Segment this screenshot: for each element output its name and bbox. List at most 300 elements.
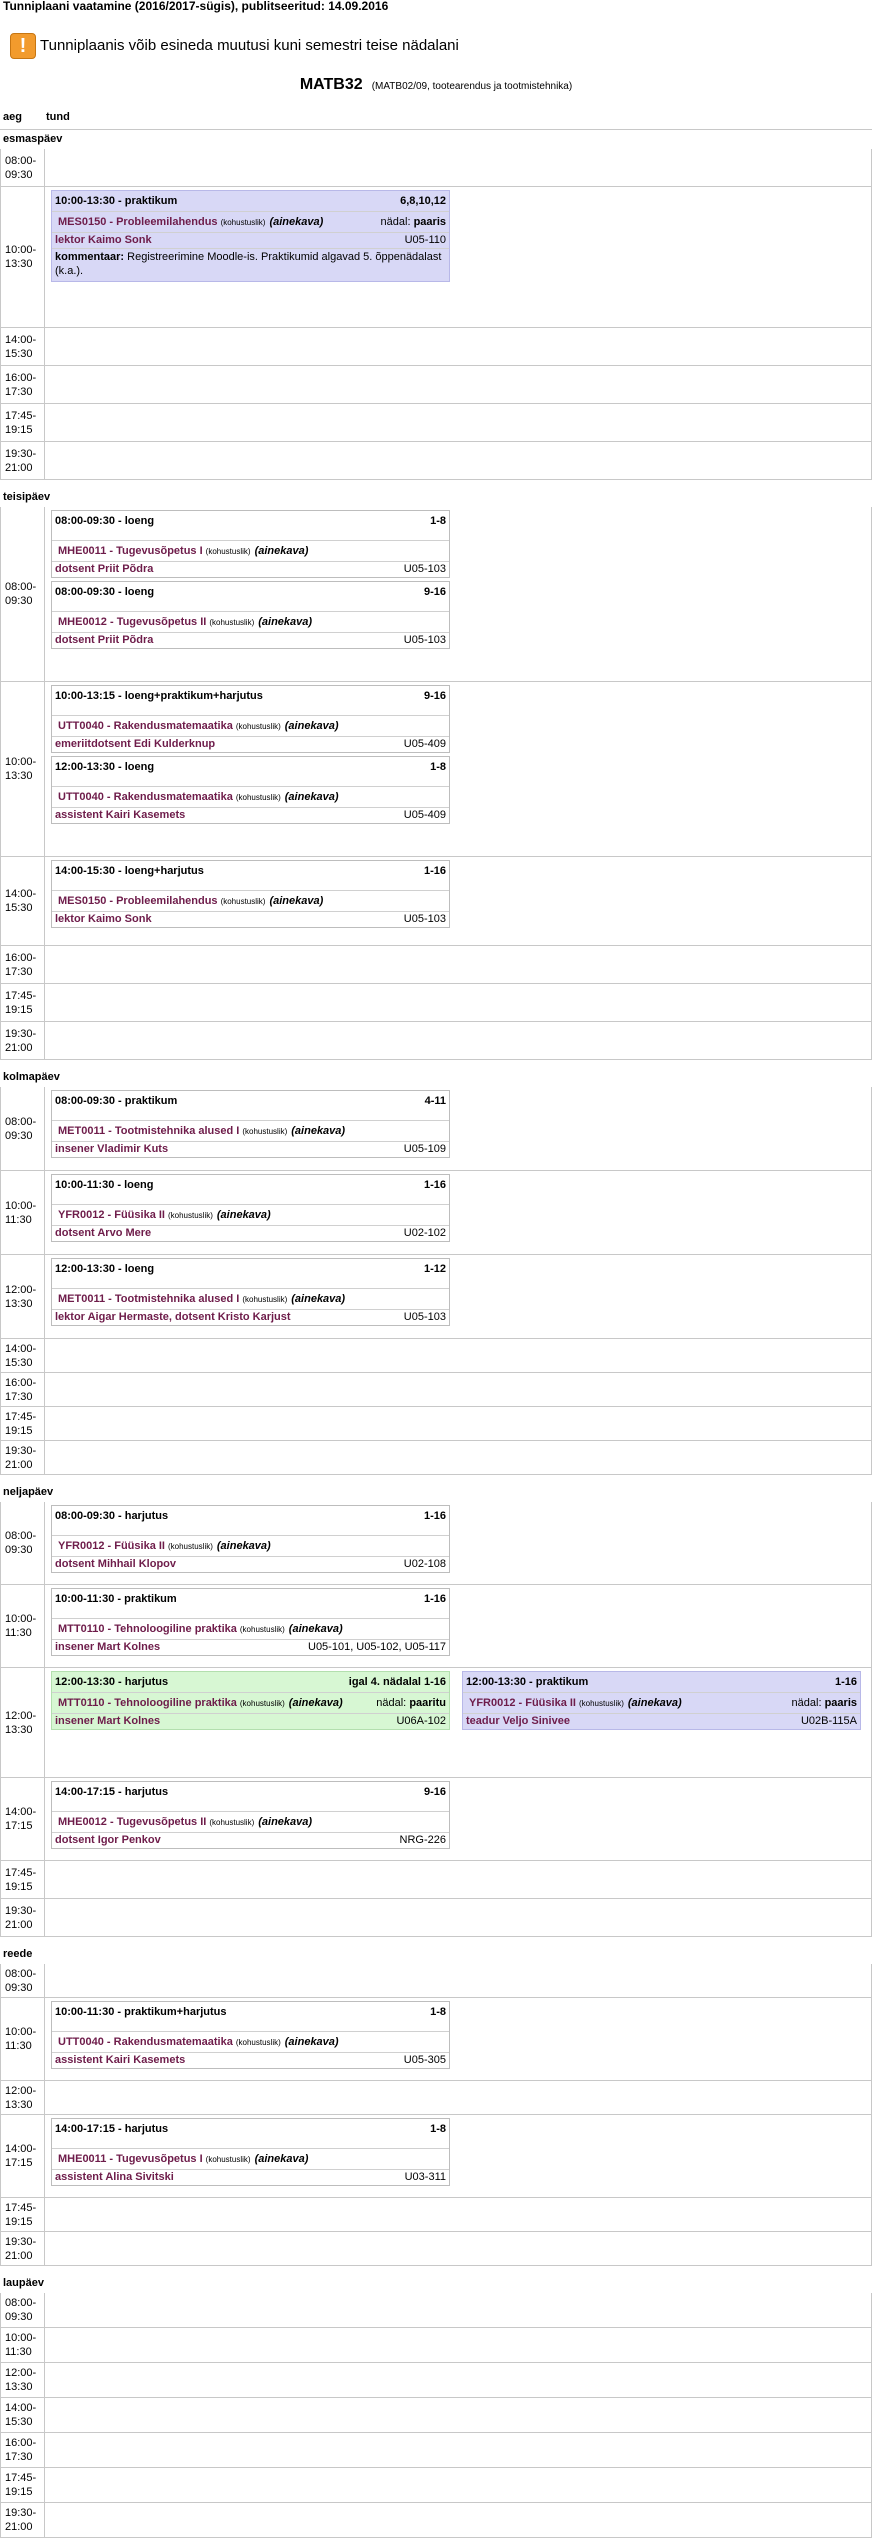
lesson-time-type [55,582,154,602]
room-label: NRG-226 [399,1834,446,1846]
ainekava-link[interactable]: (ainekava) [284,791,339,803]
course-compulsory: (kohustuslik) [209,1818,255,1827]
time-slot [0,946,872,984]
slot-body [45,2198,871,2231]
slot-time: 08:00-09:30 [1,149,45,186]
day-name: laupäev [3,2277,44,2289]
lesson-type: praktikum [124,1095,178,1107]
lesson-course [52,540,449,561]
lesson-card[interactable] [51,756,450,824]
course-info [58,1815,312,1830]
lesson-header [52,582,449,602]
lesson-time-type [55,191,177,211]
ainekava-link[interactable]: (ainekava) [288,1697,343,1709]
week-parity [792,1696,857,1710]
room-label: U05-101, U05-102, U05-117 [308,1641,446,1653]
room-label: U02B-115A [800,1715,857,1727]
room-label: U05-103 [403,634,446,646]
time-slot [0,2398,872,2433]
ainekava-link[interactable]: (ainekava) [269,216,324,228]
day-block [0,1068,872,1483]
course-info [58,615,312,630]
lesson-header [52,861,449,881]
slot-time: 16:00-17:30 [1,1373,45,1406]
time-slot [0,2468,872,2503]
course-info [58,894,323,909]
slot-body [45,1861,871,1898]
slot-time: 14:00-15:30 [1,2398,45,2432]
slot-time: 19:30-21:00 [1,1899,45,1936]
slot-body [45,1899,871,1936]
lesson-time-type [466,1672,588,1692]
lesson-header [463,1672,860,1692]
course-compulsory: (kohustuslik) [235,793,281,802]
slot-body [45,1441,871,1474]
room-label: U05-409 [403,738,446,750]
slot-body [45,1778,871,1860]
day-spacer [0,2266,872,2274]
room-label: U05-103 [403,563,446,575]
course-compulsory: (kohustuslik) [220,897,266,906]
course-info [58,1539,271,1554]
week-parity-label: nädal: [376,1697,407,1709]
day-name: neljapäev [3,1486,54,1498]
room-label: U03-311 [404,2171,446,2183]
ainekava-link[interactable]: (ainekava) [288,1623,343,1635]
course-link[interactable]: MHE0012 - Tugevusõpetus II [58,616,207,628]
week-parity-label: nädal: [380,216,411,228]
lesson-weeks: 9-16 [423,690,446,702]
lesson-card[interactable] [51,190,450,282]
day-name: teisipäev [3,491,51,503]
lesson-course [52,786,449,807]
slot-time: 08:00-09:30 [1,2293,45,2327]
time-slot [0,1964,872,1998]
lesson-course [52,1618,449,1639]
lesson-card[interactable] [51,1781,450,1849]
teacher-link[interactable]: insener Vladimir Kuts [55,1143,169,1155]
teacher-link[interactable]: lektor Aigar Hermaste, dotsent Kristo Karjust [55,1311,291,1323]
lesson-card[interactable] [51,1505,450,1573]
lesson-course [52,1120,449,1141]
lesson-weeks: 1-8 [430,761,446,773]
group-header [0,66,872,110]
slot-time: 14:00-17:15 [1,1778,45,1860]
room-label: U05-103 [403,913,446,925]
day-block [0,2274,872,2546]
lesson-teacher-row [52,2052,449,2068]
lesson-course [52,1204,449,1225]
lesson-course [52,2148,449,2169]
slot-body [45,2293,871,2327]
lesson-header [52,1091,449,1111]
lesson-header [52,191,449,211]
slot-body [45,1255,871,1338]
slot-time: 14:00-15:30 [1,1339,45,1372]
slot-time: 08:00-09:30 [1,1087,45,1170]
ainekava-link[interactable]: (ainekava) [258,1816,313,1828]
lesson-weeks: 1-16 [834,1676,857,1688]
warning-text: Tunniplaanis võib esineda muutusi kuni semestri teise nädalani [40,37,459,54]
lesson-time-type [55,1091,177,1111]
course-link[interactable]: YFR0012 - Füüsika II [58,1209,165,1221]
lesson-teacher-row [52,561,449,577]
lesson-type: loeng [124,761,155,773]
slot-time: 12:00-13:30 [1,1668,45,1777]
teacher-link[interactable]: insener Mart Kolnes [55,1715,161,1727]
lesson-teacher-row [52,2169,449,2185]
separator: - [114,690,125,702]
slot-body [45,2328,871,2362]
slot-time: 10:00-11:30 [1,1585,45,1667]
lesson-teacher-row [52,807,449,823]
time-slot [0,2198,872,2232]
slot-time: 08:00-09:30 [1,1502,45,1584]
lesson-time: 12:00-13:30 [55,1676,115,1688]
lesson-weeks: 1-16 [423,1179,446,1191]
lesson-course [52,1535,449,1556]
slot-body [45,2081,871,2114]
separator: - [114,586,125,598]
ainekava-link[interactable]: (ainekava) [216,1540,271,1552]
lesson-time: 10:00-13:15 [55,690,115,702]
day-name: reede [3,1948,33,1960]
slot-body [45,1407,871,1440]
time-slot [0,1778,872,1861]
course-compulsory: (kohustuslik) [239,1699,285,1708]
course-link[interactable]: MTT0110 - Tehnoloogiline praktika [58,1697,237,1709]
course-link[interactable]: MHE0011 - Tugevusõpetus I [58,545,203,557]
time-slot [0,2503,872,2538]
lesson-time-type [55,757,154,777]
slot-body [45,1087,871,1170]
lesson-type: harjutus [124,2123,169,2135]
slot-body [45,946,871,983]
lesson-weeks: 1-8 [430,2123,446,2135]
teacher-link[interactable]: assistent Alina Sivitski [55,2171,174,2183]
separator: - [114,1263,125,1275]
lesson-time-type [55,1782,168,1802]
lesson-type: praktikum+harjutus [124,2006,227,2018]
separator: - [114,865,125,877]
ainekava-link[interactable]: (ainekava) [284,720,339,732]
slot-time: 10:00-11:30 [1,1171,45,1254]
teacher-link[interactable]: dotsent Mihhail Klopov [55,1558,176,1570]
group-title [0,76,872,94]
slot-time: 10:00-11:30 [1,2328,45,2362]
lesson-header [52,2119,449,2139]
time-slot [0,2433,872,2468]
teacher-link[interactable]: dotsent Arvo Mere [55,1227,152,1239]
slot-time: 16:00-17:30 [1,366,45,403]
slot-body [45,1998,871,2080]
slot-body [45,507,871,681]
event-row [45,510,871,578]
slot-body [45,1585,871,1667]
lesson-time: 10:00-11:30 [55,1593,115,1605]
day-spacer [0,1937,872,1945]
day-block [0,1483,872,1945]
teacher-link[interactable]: teadur Veljo Sinivee [466,1715,570,1727]
course-link[interactable]: MET0011 - Tootmistehnika alused I [58,1125,240,1137]
time-slot [0,1668,872,1778]
lesson-teacher-row [52,1639,449,1655]
lesson-time: 10:00-13:30 [55,195,115,207]
ainekava-link[interactable]: (ainekava) [291,1293,346,1305]
course-compulsory: (kohustuslik) [242,1127,288,1136]
lesson-weeks: 9-16 [423,1786,446,1798]
course-info [58,1622,343,1637]
event-row [45,1174,871,1242]
course-compulsory: (kohustuslik) [205,2155,251,2164]
lesson-time: 12:00-13:30 [466,1676,526,1688]
slot-time: 10:00-11:30 [1,1998,45,2080]
course-info [58,215,323,230]
teacher-link[interactable]: lektor Kaimo Sonk [55,234,152,246]
ainekava-link[interactable]: (ainekava) [254,545,309,557]
lesson-weeks: 6,8,10,12 [400,195,446,207]
lesson-time-type [55,686,263,706]
lesson-type: loeng [124,1263,155,1275]
ainekava-link[interactable]: (ainekava) [291,1125,346,1137]
slot-time: 16:00-17:30 [1,2433,45,2467]
slot-body [45,442,871,479]
slot-time: 17:45-19:15 [1,2198,45,2231]
separator: - [114,515,125,527]
lesson-type: loeng+praktikum+harjutus [124,690,263,702]
slot-body [45,328,871,365]
event-row [45,1781,871,1849]
time-slot [0,1255,872,1339]
course-link[interactable]: MES0150 - Probleemilahendus [58,895,218,907]
slot-time: 12:00-13:30 [1,2081,45,2114]
time-slot [0,1998,872,2081]
lesson-time-type [55,1506,168,1526]
lesson-time: 14:00-17:15 [55,1786,115,1798]
lesson-course [52,1692,449,1713]
lesson-card[interactable] [51,685,450,753]
lesson-weeks: 1-16 [423,1593,446,1605]
separator: - [114,1786,125,1798]
event-row [45,190,871,282]
lesson-header [52,1259,449,1279]
lesson-weeks: 1-8 [430,515,446,527]
slot-time: 08:00-09:30 [1,1964,45,1997]
lesson-type: loeng [124,515,155,527]
course-link[interactable]: MHE0012 - Tugevusõpetus II [58,1816,207,1828]
day-name: esmaspäev [3,133,63,145]
ainekava-link[interactable]: (ainekava) [627,1697,682,1709]
lesson-time: 12:00-13:30 [55,1263,115,1275]
lesson-course [52,211,449,232]
course-link[interactable]: UTT0040 - Rakendusmatemaatika [58,2036,233,2048]
lesson-teacher-row [52,1832,449,1848]
slot-body [45,2433,871,2467]
slot-body [45,1022,871,1059]
lesson-comment [52,248,449,281]
room-label: U05-305 [403,2054,446,2066]
lesson-time: 10:00-11:30 [55,1179,115,1191]
ainekava-link[interactable]: (ainekava) [269,895,324,907]
event-row [45,756,871,824]
group-subtitle: (MATB02/09, tootearendus ja tootmistehnika) [371,81,573,92]
course-link[interactable]: YFR0012 - Füüsika II [58,1540,165,1552]
lesson-type: loeng+harjutus [124,865,204,877]
week-parity-label: nädal: [791,1697,822,1709]
lesson-time-type [55,1175,153,1195]
slot-body [45,404,871,441]
event-row [45,1258,871,1326]
course-link[interactable]: MES0150 - Probleemilahendus [58,216,218,228]
separator: - [114,1510,125,1522]
lesson-teacher-row [52,736,449,752]
lesson-teacher-row [52,232,449,248]
teacher-link[interactable]: dotsent Priit Põdra [55,634,154,646]
column-lesson-label: tund [46,111,70,123]
lesson-card[interactable] [462,1671,861,1730]
slot-body [45,682,871,856]
lesson-course [52,611,449,632]
separator: - [525,1676,536,1688]
teacher-link[interactable]: lektor Kaimo Sonk [55,913,152,925]
days-container [0,130,872,2546]
teacher-link[interactable]: dotsent Priit Põdra [55,563,154,575]
course-compulsory: (kohustuslik) [220,218,266,227]
time-slot [0,2293,872,2328]
lesson-type: praktikum [124,195,178,207]
course-compulsory: (kohustuslik) [242,1295,288,1304]
course-info [58,790,339,805]
slot-time: 17:45-19:15 [1,2468,45,2502]
teacher-link[interactable]: assistent Kairi Kasemets [55,2054,186,2066]
lesson-card[interactable] [51,1671,450,1730]
slot-body [45,1964,871,1997]
lesson-time: 12:00-13:30 [55,761,115,773]
page-title: Tunniplaani vaatamine (2016/2017-sügis), publitseeritud: 14.09.2016 [3,0,389,13]
lesson-type: harjutus [124,1786,169,1798]
course-info [58,1124,345,1139]
slot-body [45,2398,871,2432]
lesson-weeks: 4-11 [424,1095,446,1107]
slot-time: 19:30-21:00 [1,2503,45,2537]
lesson-time-type [55,861,204,881]
lesson-header [52,757,449,777]
ainekava-link[interactable]: (ainekava) [258,616,313,628]
slot-body [45,187,871,327]
lesson-course [52,890,449,911]
day-spacer [0,1475,872,1483]
course-compulsory: (kohustuslik) [209,618,255,627]
lesson-header [52,1589,449,1609]
ainekava-link[interactable]: (ainekava) [216,1209,271,1221]
time-slot [0,1899,872,1937]
lesson-card[interactable] [51,581,450,649]
lesson-card[interactable] [51,860,450,928]
lesson-course [52,715,449,736]
course-link[interactable]: MHE0011 - Tugevusõpetus I [58,2153,203,2165]
slot-time: 19:30-21:00 [1,1022,45,1059]
time-slot [0,366,872,404]
warning-icon: ! [10,33,36,59]
course-info [58,2152,308,2167]
lesson-header [52,2002,449,2022]
teacher-link[interactable]: assistent Kairi Kasemets [55,809,186,821]
course-link[interactable]: UTT0040 - Rakendusmatemaatika [58,720,233,732]
time-slot [0,2328,872,2363]
course-link[interactable]: YFR0012 - Füüsika II [469,1697,576,1709]
course-compulsory: (kohustuslik) [239,1625,285,1634]
lesson-card[interactable] [51,1588,450,1656]
time-slot [0,2232,872,2266]
slot-body [45,857,871,945]
slot-body [45,2363,871,2397]
ainekava-link[interactable]: (ainekava) [284,2036,339,2048]
teacher-link[interactable]: dotsent Igor Penkov [55,1834,161,1846]
day-block [0,130,872,488]
room-label: U02-108 [403,1558,446,1570]
time-slot [0,2115,872,2198]
lesson-teacher-row [463,1713,860,1729]
time-slot [0,328,872,366]
separator: - [114,1676,125,1688]
slot-body [45,366,871,403]
course-link[interactable]: MTT0110 - Tehnoloogiline praktika [58,1623,237,1635]
lesson-time-type [55,511,154,531]
separator: - [114,761,125,773]
course-link[interactable]: MET0011 - Tootmistehnika alused I [58,1293,240,1305]
time-slot [0,1407,872,1441]
lesson-card[interactable] [51,2001,450,2069]
lesson-course [52,1288,449,1309]
slot-body [45,2115,871,2197]
slot-body [45,984,871,1021]
slot-time: 17:45-19:15 [1,984,45,1021]
teacher-link[interactable]: emeriitdotsent Edi Kulderknup [55,738,216,750]
lesson-type: loeng [124,586,155,598]
slot-time: 19:30-21:00 [1,442,45,479]
separator: - [114,2123,125,2135]
slot-body [45,1373,871,1406]
event-row [45,1090,871,1158]
separator: - [114,2006,125,2018]
lesson-header [52,1672,449,1692]
teacher-link[interactable]: insener Mart Kolnes [55,1641,161,1653]
lesson-card[interactable] [51,1090,450,1158]
time-slot [0,404,872,442]
slot-time: 17:45-19:15 [1,1407,45,1440]
lesson-weeks: igal 4. nädalal 1-16 [348,1676,446,1688]
time-slot [0,1502,872,1585]
slot-time: 17:45-19:15 [1,404,45,441]
day-block [0,488,872,1068]
course-link[interactable]: UTT0040 - Rakendusmatemaatika [58,791,233,803]
time-slot [0,1373,872,1407]
lesson-card[interactable] [51,1174,450,1242]
lesson-type: harjutus [124,1676,169,1688]
lesson-teacher-row [52,1225,449,1241]
lesson-card[interactable] [51,2118,450,2186]
lesson-time: 08:00-09:30 [55,515,115,527]
slot-time: 12:00-13:30 [1,1255,45,1338]
lesson-card[interactable] [51,1258,450,1326]
room-label: U05-109 [403,1143,446,1155]
day-name: kolmapäev [3,1071,60,1083]
course-info [58,544,308,559]
ainekava-link[interactable]: (ainekava) [254,2153,309,2165]
lesson-card[interactable] [51,510,450,578]
slot-time: 16:00-17:30 [1,946,45,983]
room-label: U05-110 [404,234,446,246]
